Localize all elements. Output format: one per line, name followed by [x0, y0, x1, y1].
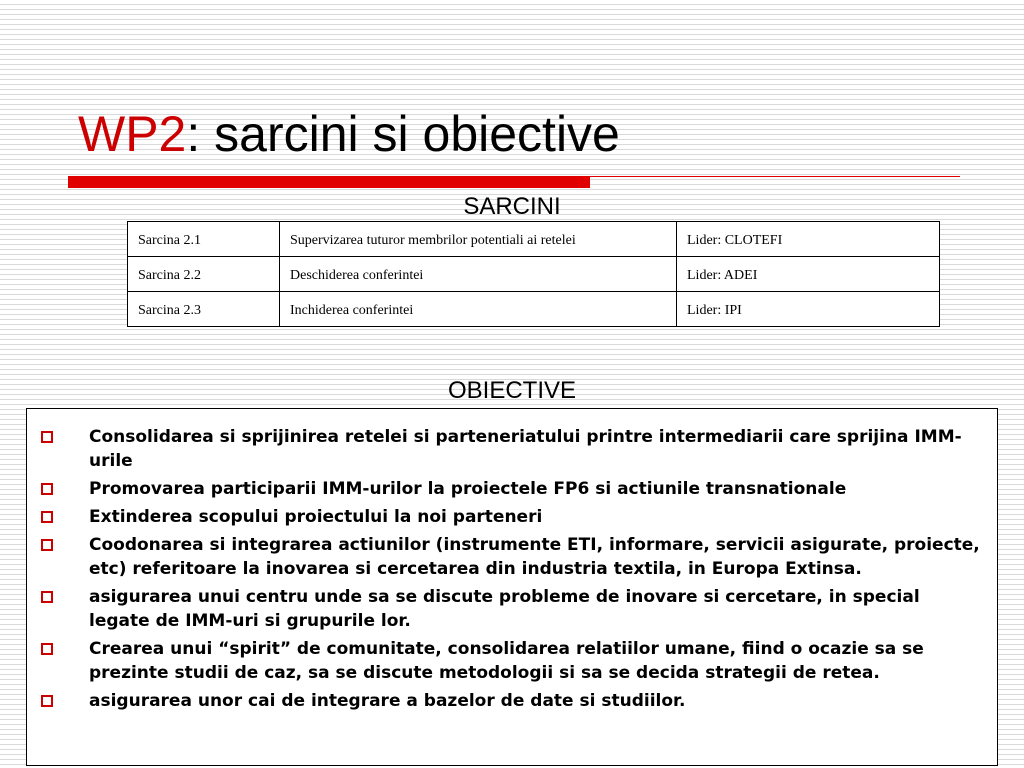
table-row	[128, 222, 940, 257]
slide-title-rest: : sarcini si obiective	[186, 106, 620, 162]
hollow-square-bullet-icon	[41, 511, 53, 523]
list-item	[41, 425, 981, 473]
objective-text: Crearea unui “spirit” de comunitate, consolidarea relatiilor umane, fiind o ocazie sa se prezinte studii de caz, sa se discute metodologii si sa se decida strategii de retea.	[89, 639, 924, 683]
table-row	[128, 257, 940, 292]
slide-title	[78, 104, 620, 164]
task-leader-cell: Lider: IPI	[677, 292, 940, 327]
list-item	[41, 505, 981, 529]
objective-text: Consolidarea si sprijinirea retelei si parteneriatului printre intermediarii care sprijina IMM-urile	[89, 427, 962, 471]
task-id-cell: Sarcina 2.1	[128, 222, 280, 257]
objective-text: Coodonarea si integrarea actiunilor (instrumente ETI, informare, servicii asigurate, proiecte, etc) referitoare la inovarea si cercetarea din industria textila, in Europa Extinsa.	[89, 535, 980, 579]
list-item	[41, 637, 981, 685]
title-underline-thin	[590, 176, 960, 177]
objective-text: asigurarea unui centru unde sa se discute probleme de inovare si cercetare, in special legate de IMM-uri si grupurile lor.	[89, 587, 920, 631]
hollow-square-bullet-icon	[41, 431, 53, 443]
task-description-cell: Supervizarea tuturor membrilor potentiali ai retelei	[280, 222, 677, 257]
list-item	[41, 585, 981, 633]
task-id-cell: Sarcina 2.2	[128, 257, 280, 292]
hollow-square-bullet-icon	[41, 591, 53, 603]
list-item	[41, 689, 981, 713]
objectives-list	[41, 425, 981, 713]
obiective-heading: OBIECTIVE	[447, 377, 577, 404]
objective-text: asigurarea unor cai de integrare a bazelor de date si studiilor.	[89, 691, 686, 711]
title-underline-thick	[68, 176, 590, 188]
list-item	[41, 533, 981, 581]
task-leader-cell: Lider: CLOTEFI	[677, 222, 940, 257]
hollow-square-bullet-icon	[41, 539, 53, 551]
hollow-square-bullet-icon	[41, 643, 53, 655]
objective-text: Extinderea scopului proiectului la noi parteneri	[89, 507, 543, 527]
hollow-square-bullet-icon	[41, 483, 53, 495]
sarcini-heading: SARCINI	[463, 193, 561, 220]
slide-title-accent: WP2	[78, 106, 187, 162]
task-leader-cell: Lider: ADEI	[677, 257, 940, 292]
task-id-cell: Sarcina 2.3	[128, 292, 280, 327]
hollow-square-bullet-icon	[41, 695, 53, 707]
table-row	[128, 292, 940, 327]
list-item	[41, 477, 981, 501]
task-description-cell: Inchiderea conferintei	[280, 292, 677, 327]
tasks-table	[127, 221, 940, 327]
objective-text: Promovarea participarii IMM-urilor la proiectele FP6 si actiunile transnationale	[89, 479, 847, 499]
task-description-cell: Deschiderea conferintei	[280, 257, 677, 292]
objectives-box	[26, 408, 998, 766]
